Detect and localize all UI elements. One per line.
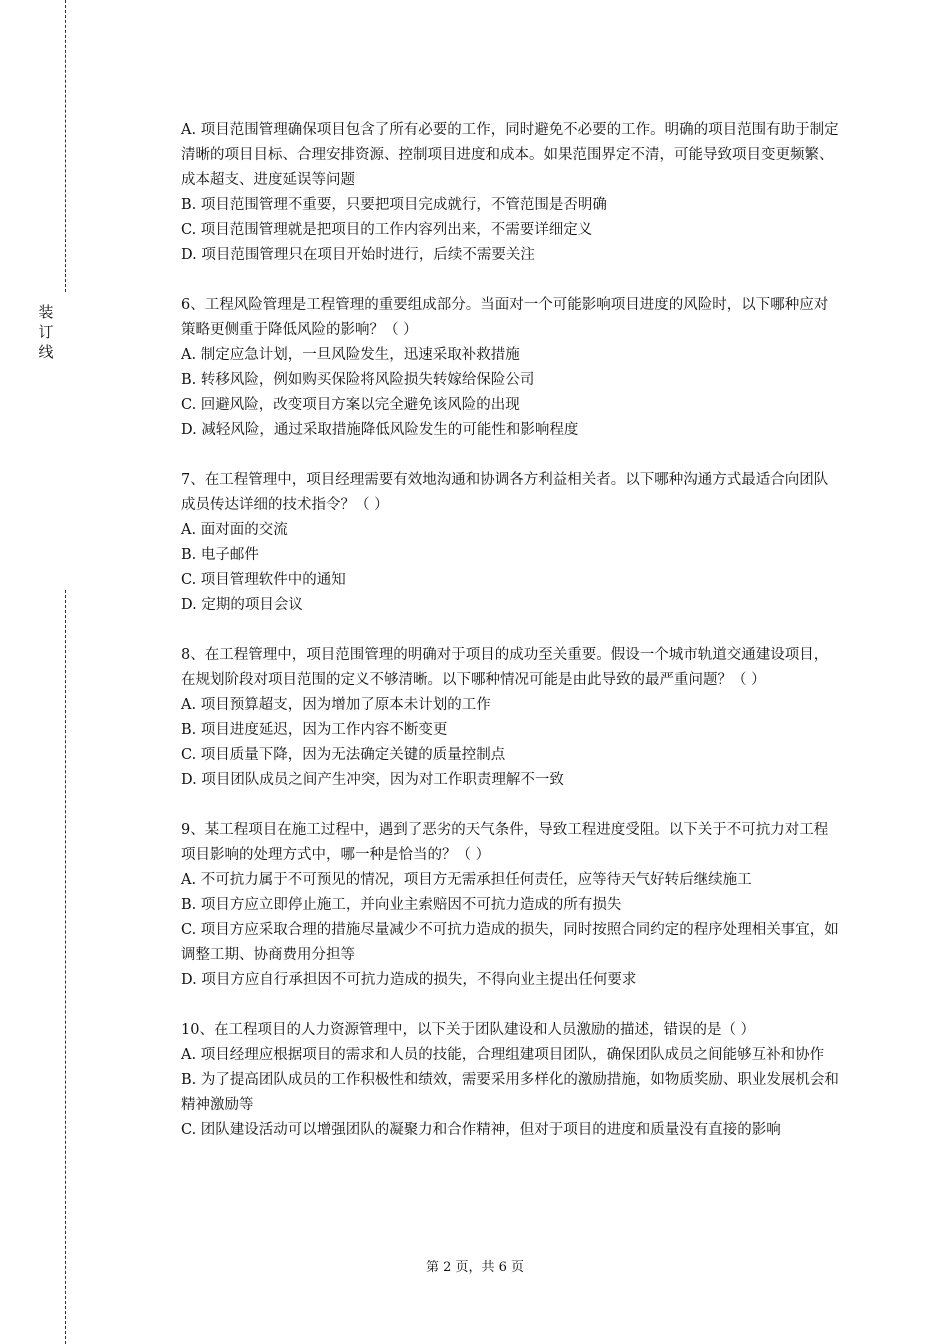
question-8 [181, 643, 841, 793]
page-footer: 第 2 页，共 6 页 [425, 1260, 525, 1275]
option-d: D. 项目范围管理只在项目开始时进行，后续不需要关注 [181, 247, 535, 263]
option-b: B. 项目进度延迟，因为工作内容不断变更 [181, 722, 448, 738]
question-stem: 10、在工程项目的人力资源管理中，以下关于团队建设和人员激励的描述，错误的是（ ） [181, 1022, 756, 1038]
question-7 [181, 468, 841, 618]
option-b: B. 项目方应立即停止施工，并向业主索赔因不可抗力造成的所有损失 [181, 897, 622, 913]
question-10 [181, 1018, 841, 1143]
exam-content [181, 118, 841, 1143]
binding-line-top [65, 0, 66, 292]
option-a: A. 项目经理应根据项目的需求和人员的技能，合理组建项目团队，确保团队成员之间能够互补和协作 [181, 1047, 825, 1063]
option-c: C. 团队建设活动可以增强团队的凝聚力和合作精神，但对于项目的进度和质量没有直接的影响 [181, 1122, 781, 1138]
binding-line-bottom [65, 590, 66, 1344]
option-d: D. 项目方应自行承担因不可抗力造成的损失，不得向业主提出任何要求 [181, 972, 637, 988]
option-a: A. 制定应急计划，一旦风险发生，迅速采取补救措施 [181, 347, 520, 363]
option-c: C. 项目管理软件中的通知 [181, 572, 346, 588]
option-c: C. 项目方应采取合理的措施尽量减少不可抗力造成的损失，同时按照合同约定的程序处理相关事宜，如调整工期、协商费用分担等 [181, 922, 839, 963]
binding-label: 装订线 [38, 303, 54, 361]
question-stem: 7、在工程管理中，项目经理需要有效地沟通和协调各方利益相关者。以下哪种沟通方式最适合向团队成员传达详细的技术指令？（ ） [181, 472, 829, 513]
option-d: D. 减轻风险，通过采取措施降低风险发生的可能性和影响程度 [181, 422, 579, 438]
question-stem: 9、某工程项目在施工过程中，遇到了恶劣的天气条件，导致工程进度受阻。以下关于不可抗力对工程项目影响的处理方式中，哪一种是恰当的？（ ） [181, 822, 829, 863]
question-stem: 8、在工程管理中，项目范围管理的明确对于项目的成功至关重要。假设一个城市轨道交通建设项目，在规划阶段对项目范围的定义不够清晰。以下哪种情况可能是由此导致的最严重问题？（ ） [181, 647, 829, 688]
option-c: C. 回避风险，改变项目方案以完全避免该风险的出现 [181, 397, 520, 413]
option-b: B. 电子邮件 [181, 547, 259, 563]
option-a: A. 项目范围管理确保项目包含了所有必要的工作，同时避免不必要的工作。明确的项目范围有助于制定清晰的项目目标、合理安排资源、控制项目进度和成本。如果范围界定不清，可能导致项目变更频繁、成本超支、进度延误等问题 [181, 122, 839, 188]
option-b: B. 转移风险，例如购买保险将风险损失转嫁给保险公司 [181, 372, 535, 388]
question-9 [181, 818, 841, 993]
question-6 [181, 293, 841, 443]
option-a: A. 项目预算超支，因为增加了原本未计划的工作 [181, 697, 491, 713]
option-d: D. 定期的项目会议 [181, 597, 303, 613]
prev-question-options [181, 118, 841, 268]
option-b: B. 项目范围管理不重要，只要把项目完成就行，不管范围是否明确 [181, 197, 607, 213]
option-c: C. 项目范围管理就是把项目的工作内容列出来，不需要详细定义 [181, 222, 593, 238]
option-d: D. 项目团队成员之间产生冲突，因为对工作职责理解不一致 [181, 772, 564, 788]
option-a: A. 不可抗力属于不可预见的情况，项目方无需承担任何责任，应等待天气好转后继续施工 [181, 872, 752, 888]
question-stem: 6、工程风险管理是工程管理的重要组成部分。当面对一个可能影响项目进度的风险时，以下哪种应对策略更侧重于降低风险的影响？（ ） [181, 297, 829, 338]
option-a: A. 面对面的交流 [181, 522, 288, 538]
option-c: C. 项目质量下降，因为无法确定关键的质量控制点 [181, 747, 506, 763]
option-b: B. 为了提高团队成员的工作积极性和绩效，需要采用多样化的激励措施，如物质奖励、职业发展机会和精神激励等 [181, 1072, 839, 1113]
